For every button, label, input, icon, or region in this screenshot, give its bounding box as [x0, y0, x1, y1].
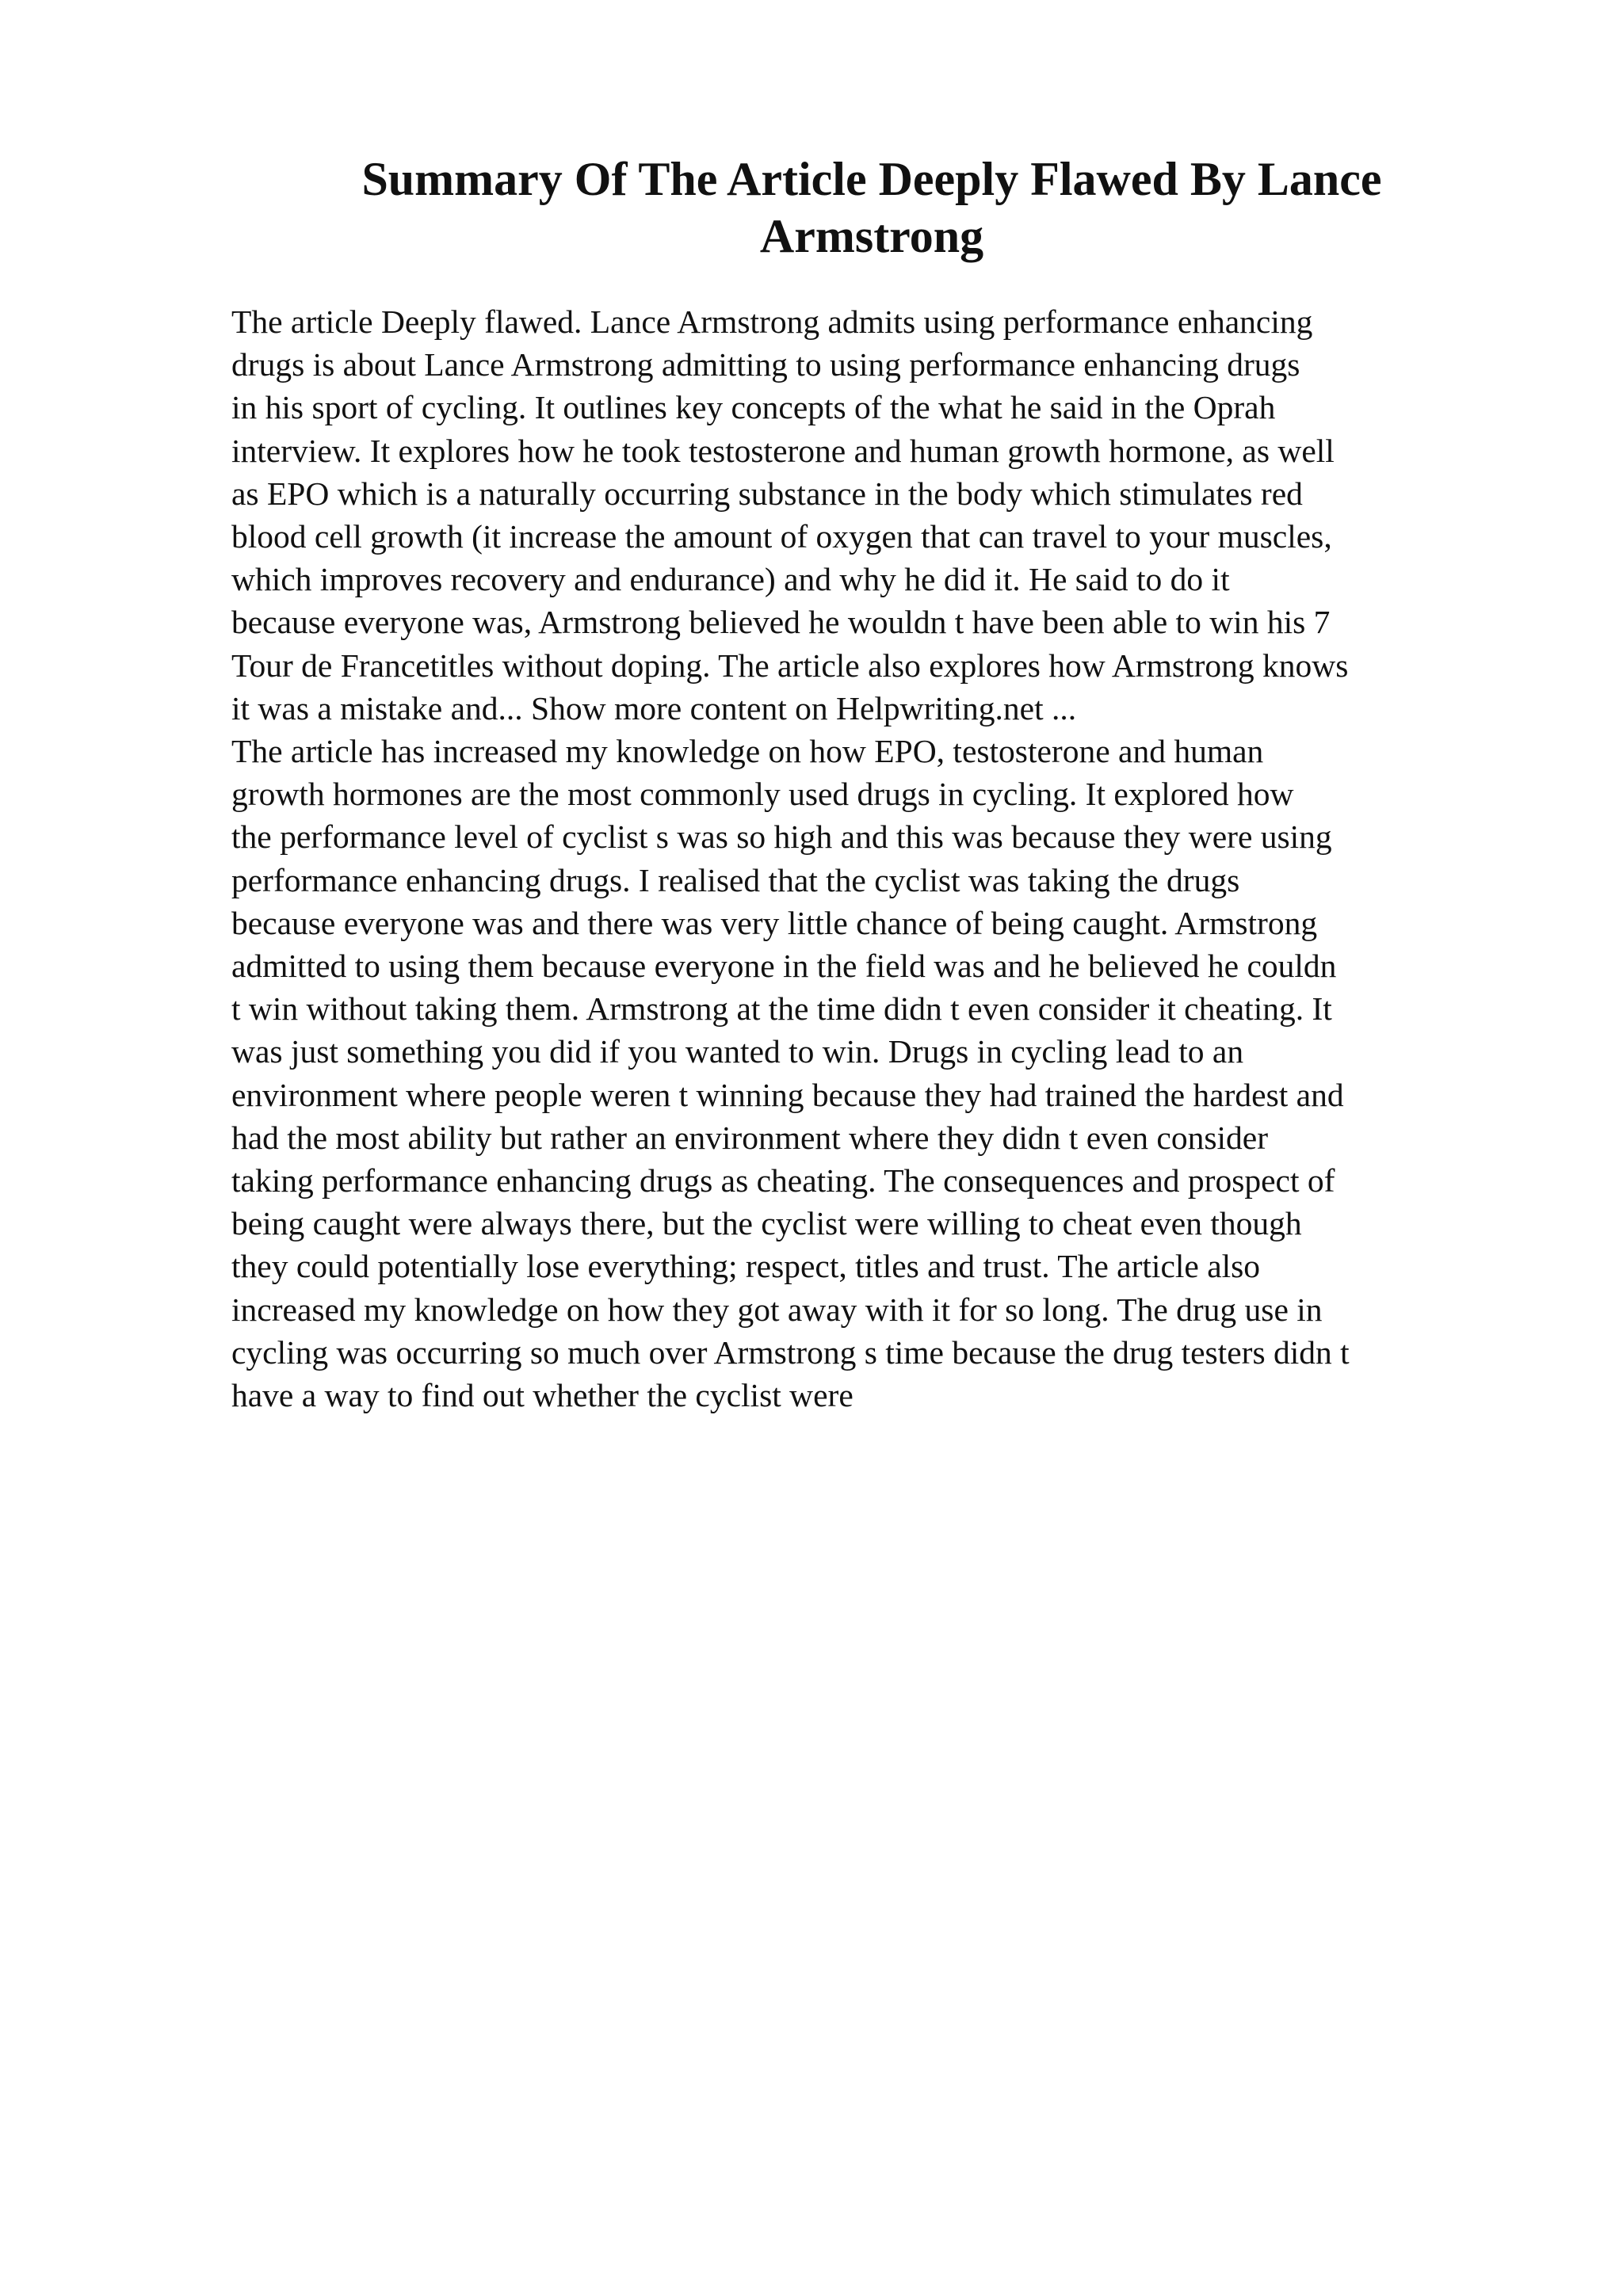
body-line: cycling was occurring so much over Armstrong s time because the drug testers didn t — [231, 1333, 1350, 1371]
body-line: increased my knowledge on how they got away with it for so long. The drug use in — [231, 1291, 1323, 1328]
body-line: environment where people weren t winning because they had trained the hardest and — [231, 1076, 1344, 1113]
body-line: admitted to using them because everyone in the field was and he believed he couldn — [231, 948, 1337, 985]
body-line: was just something you did if you wanted to win. Drugs in cycling lead to an — [231, 1033, 1244, 1070]
document-title: Summary Of The Article Deeply Flawed By Lance Armstrong — [361, 153, 1382, 262]
body-line: being caught were always there, but the cyclist were willing to cheat even though — [231, 1205, 1302, 1242]
body-line: because everyone was and there was very little chance of being caught. Armstrong — [231, 904, 1318, 941]
body-line: in his sport of cycling. It outlines key concepts of the what he said in the Oprah — [231, 389, 1276, 426]
body-line: The article Deeply flawed. Lance Armstrong admits using performance enhancing — [231, 303, 1313, 340]
body-line: had the most ability but rather an environment where they didn t even consider — [231, 1119, 1269, 1156]
body-line: t win without taking them. Armstrong at the time didn t even consider it cheating. It — [231, 990, 1332, 1028]
body-line: because everyone was, Armstrong believed he wouldn t have been able to win his 7 — [231, 604, 1331, 641]
body-line: Tour de Francetitles without doping. The article also explores how Armstrong knows — [231, 646, 1349, 684]
body-line: The article has increased my knowledge on how EPO, testosterone and human — [231, 733, 1264, 770]
body-line: interview. It explores how he took testosterone and human growth hormone, as well — [231, 432, 1335, 469]
body-line: blood cell growth (it increase the amount of oxygen that can travel to your muscles, — [231, 518, 1332, 555]
body-line: growth hormones are the most commonly used drugs in cycling. It explored how — [231, 776, 1294, 813]
body-line: drugs is about Lance Armstrong admitting to using performance enhancing drugs — [231, 346, 1300, 383]
document-body — [231, 300, 1512, 1417]
body-line: as EPO which is a naturally occurring substance in the body which stimulates red — [231, 475, 1303, 512]
body-line: have a way to find out whether the cyclist were — [231, 1377, 854, 1414]
body-line: they could potentially lose everything; respect, titles and trust. The article also — [231, 1248, 1261, 1285]
body-line: taking performance enhancing drugs as cheating. The consequences and prospect of — [231, 1162, 1335, 1199]
body-line: which improves recovery and endurance) and why he did it. He said to do it — [231, 561, 1230, 598]
body-line: the performance level of cyclist s was so high and this was because they were using — [231, 818, 1332, 856]
body-line: performance enhancing drugs. I realised that the cyclist was taking the drugs — [231, 861, 1240, 898]
body-line: it was a mistake and... Show more content on Helpwriting.net ... — [231, 689, 1077, 727]
